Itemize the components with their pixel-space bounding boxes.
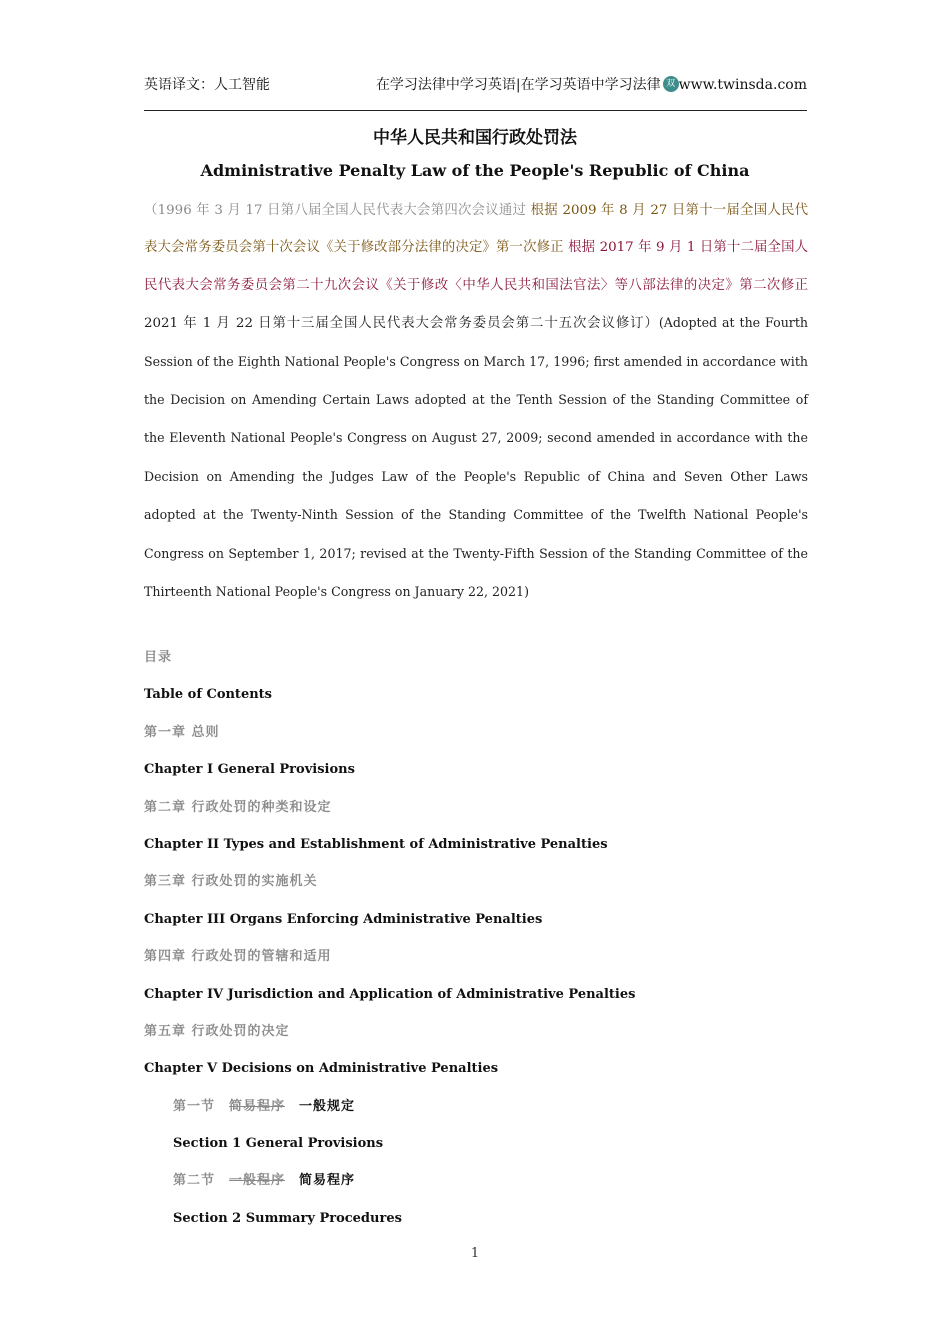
toc-chapter3-en[interactable]: Chapter III Organs Enforcing Administrative Penalties <box>144 911 543 927</box>
header-translation-label: 英语译文：人工智能 <box>144 77 270 93</box>
toc-heading-cn: 目录 <box>144 650 173 665</box>
toc-chapter2-cn[interactable]: 第二章 行政处罚的种类和设定 <box>144 799 332 815</box>
document-title-cn: 中华人民共和国行政处罚法 <box>373 128 577 148</box>
adoption-note-1996: （1996 年 3 月 17 日第八届全国人民代表大会第四次会议通过 <box>144 203 527 218</box>
toc-section2-en[interactable]: Section 2 Summary Procedures <box>173 1210 402 1226</box>
document-title-en: Administrative Penalty Law of the People's Republic of China <box>200 161 750 180</box>
toc-heading-en: Table of Contents <box>144 687 272 703</box>
toc-chapter1-en[interactable]: Chapter I General Provisions <box>144 762 355 778</box>
toc-section2-label: 第二节 <box>173 1173 216 1189</box>
toc-chapter5-cn[interactable]: 第五章 行政处罚的决定 <box>144 1023 290 1039</box>
toc-chapter5-en[interactable]: Chapter V Decisions on Administrative Penalties <box>144 1061 499 1077</box>
header-slogan-text: 在学习法律中学习英语|在学习英语中学习法律 <box>375 77 661 93</box>
toc-section1-new-text: 一般规定 <box>299 1098 356 1114</box>
adoption-history-english: (Adopted at the Fourth Session of the Eighth National People's Congress on March 17, 1996; first amended in accordance with the Decision on Amending Certain Laws adopted at the Tenth Session of the Standing Committee of the Eleventh National People's Congress on August 27, 2009; second amended in accordance with the Decision on Amending the Judges Law of the People's Republic of China and Seven Other Laws adopted at the Twenty-Ninth Session of the Standing Committee of the Twelfth National People's Congress on September 1, 2017; revised at the Twenty-Fifth Session of the Standing Committee of the Thirteenth National People's Congress on January 22, 2021) <box>144 315 808 600</box>
toc-section1-en[interactable]: Section 1 General Provisions <box>173 1136 384 1152</box>
header-divider <box>144 110 807 111</box>
toc-chapter3-cn[interactable]: 第三章 行政处罚的实施机关 <box>144 874 318 890</box>
toc-chapter4-cn[interactable]: 第四章 行政处罚的管辖和适用 <box>144 949 332 965</box>
page-number: 1 <box>470 1246 480 1261</box>
toc-chapter2-en[interactable]: Chapter II Types and Establishment of Administrative Penalties <box>144 836 608 852</box>
page-header <box>144 72 807 94</box>
amendment-note-2017: 根据 2017 年 9 月 1 日第十二届全国人民代表大会常务委员会第二十九次会议《关于修改〈中华人民共和国法官法〉等八部法律的决定》第二次修正 <box>144 240 808 293</box>
toc-chapter1-cn[interactable]: 第一章 总则 <box>144 724 220 740</box>
revision-note-2021: 2021 年 1 月 22 日第十三届全国人民代表大会常务委员会第二十五次会议修订） <box>144 316 659 332</box>
header-slogan <box>376 74 807 94</box>
header-site-link[interactable]: www.twinsda.com <box>678 77 807 93</box>
toc-section2-cn[interactable] <box>144 1166 808 1203</box>
amendment-note-2009: 根据 2009 年 8 月 27 日第十一届全国人民代表大会常务委员会第十次会议《关于修改部分法律的决定》第一次修正 <box>144 203 808 256</box>
twinsda-logo-icon: 双 <box>663 76 679 92</box>
toc-section1-struck-text: 简易程序 <box>229 1098 286 1114</box>
table-of-contents <box>144 643 808 1241</box>
toc-section2-new-text: 简易程序 <box>299 1173 356 1189</box>
toc-chapter4-en[interactable]: Chapter IV Jurisdiction and Application of Administrative Penalties <box>144 986 636 1002</box>
toc-section2-struck-text: 一般程序 <box>229 1173 286 1189</box>
adoption-history <box>144 192 808 611</box>
toc-section1-label: 第一节 <box>173 1098 216 1114</box>
toc-section1-cn[interactable] <box>144 1092 808 1129</box>
